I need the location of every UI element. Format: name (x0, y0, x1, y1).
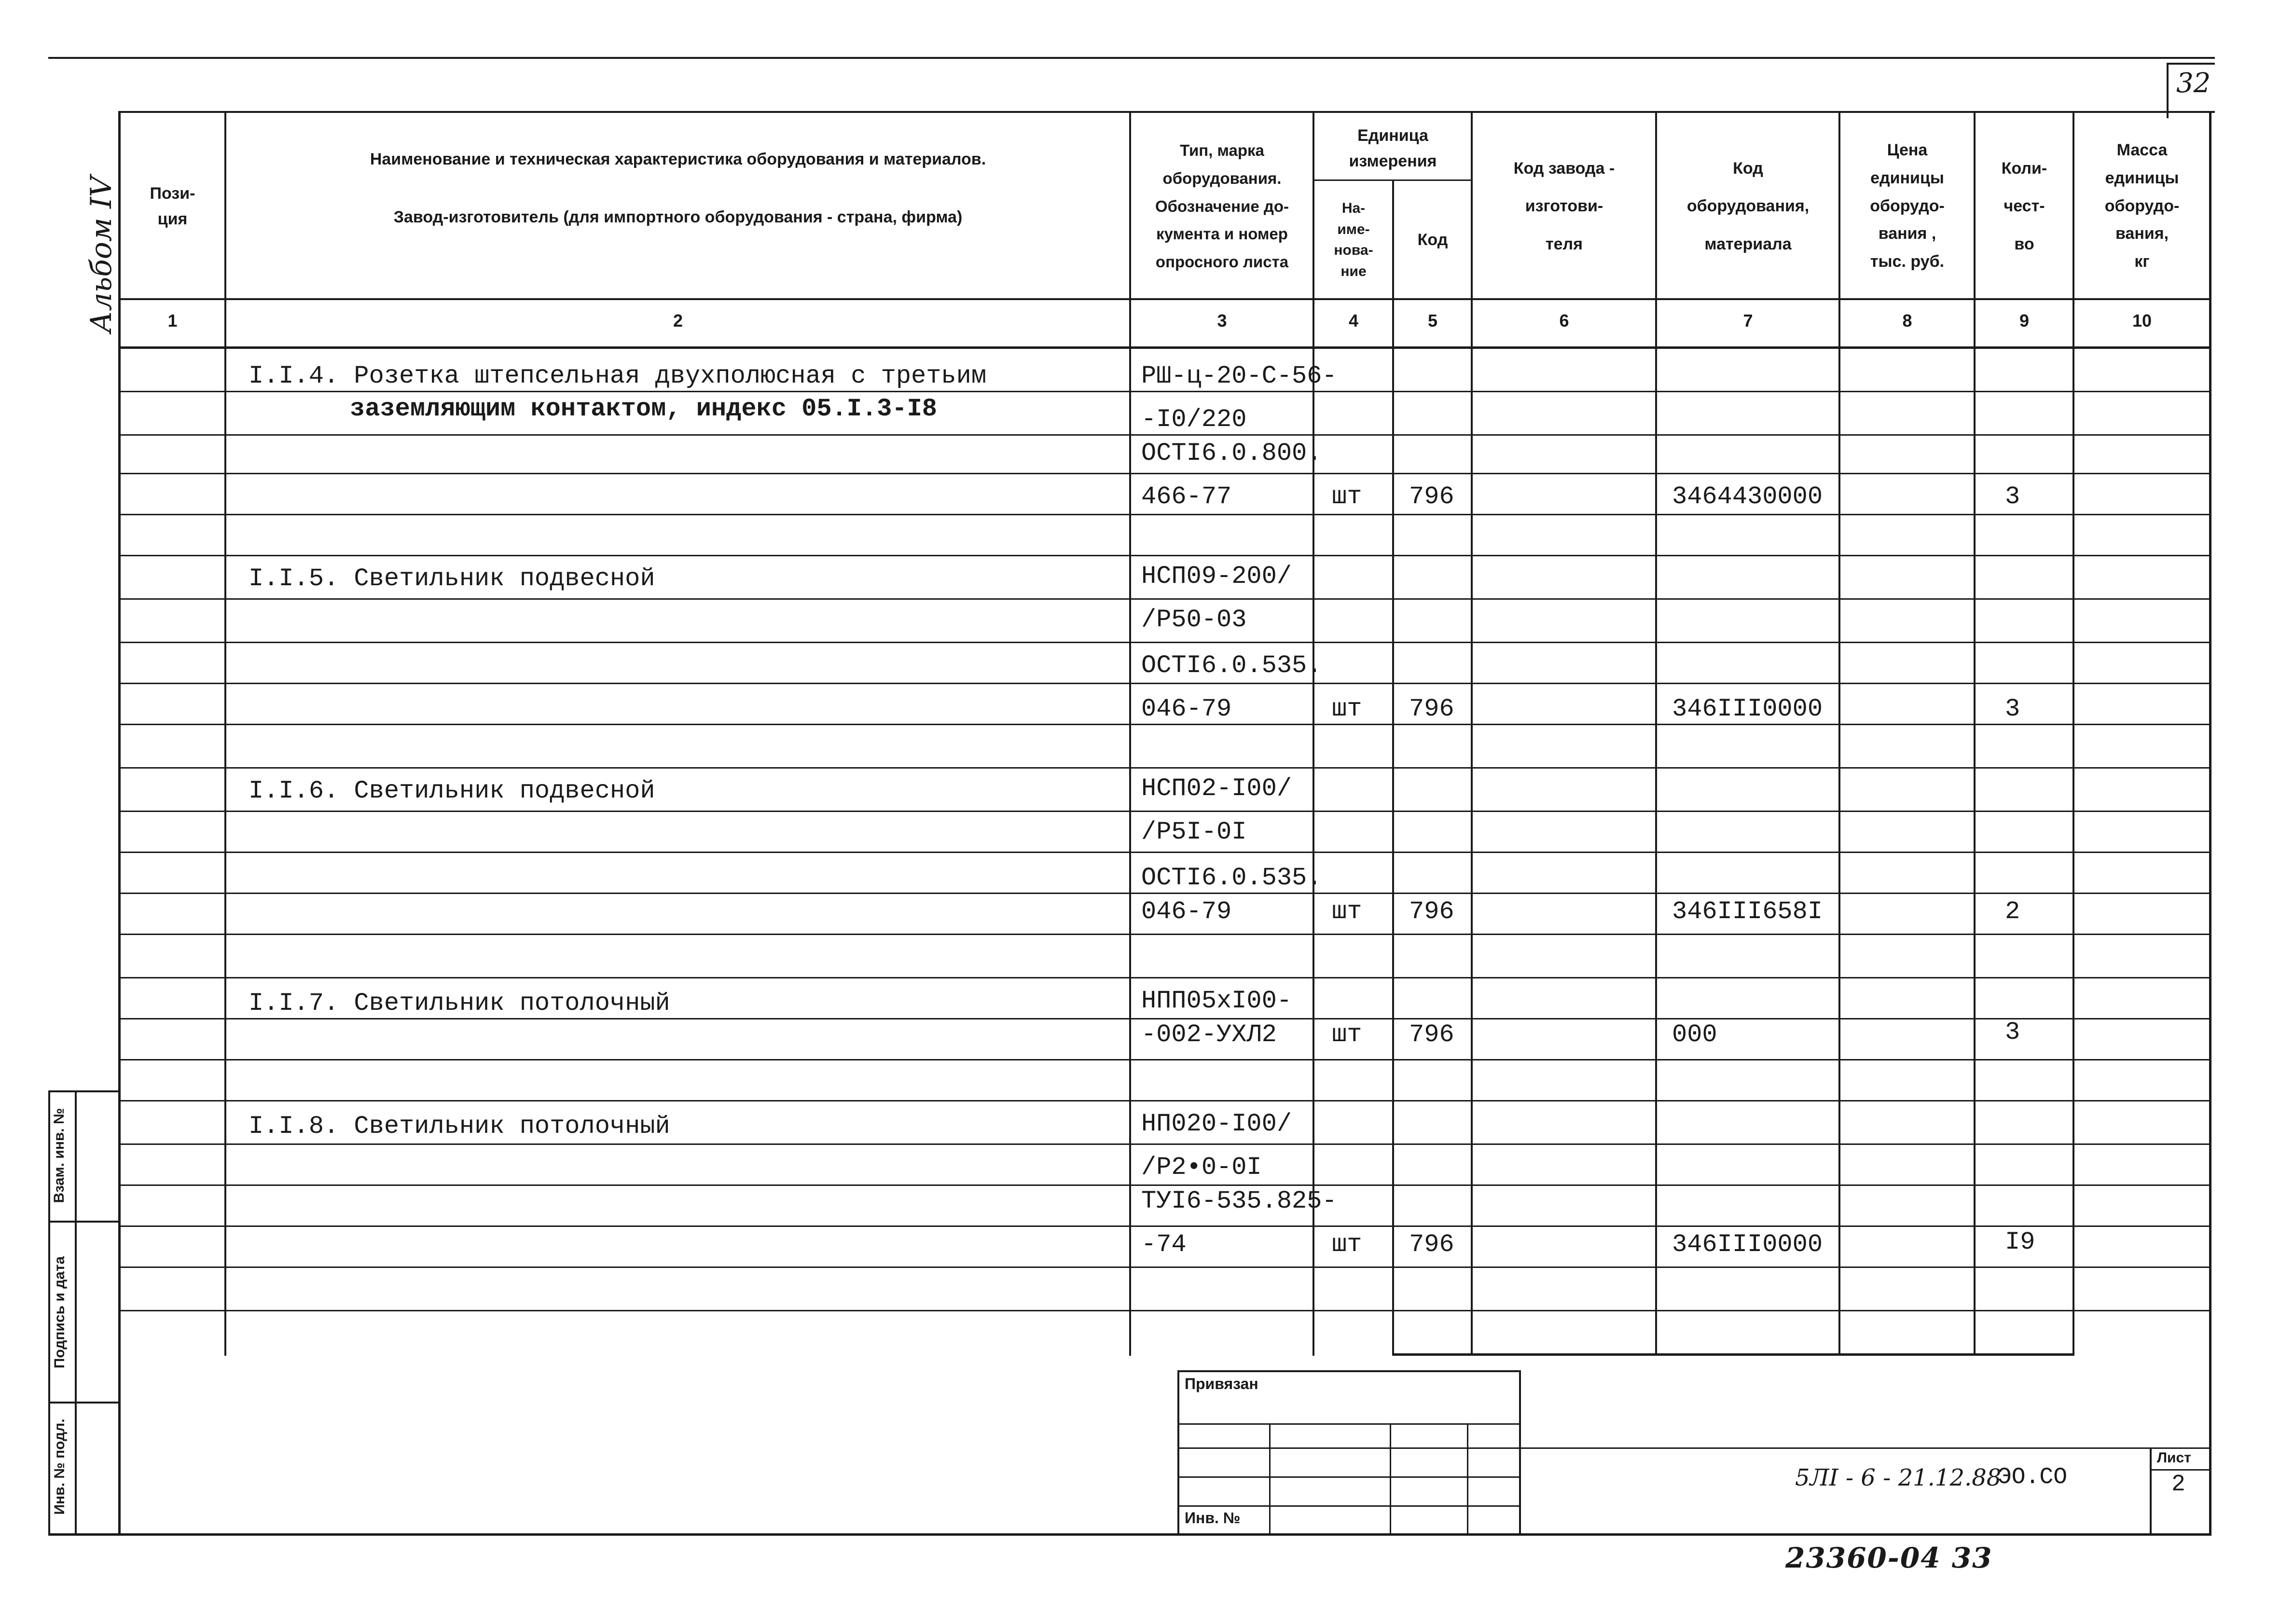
row-rule (118, 598, 2211, 600)
side-strip-top (48, 1090, 121, 1092)
side-strip-mid (75, 1090, 77, 1534)
item-type: НПП05хI00- (1141, 987, 1292, 1015)
item-type: -I0/220 (1141, 405, 1247, 434)
frame-top (118, 111, 2215, 113)
row-rule (118, 555, 2211, 556)
item-unit: шт (1332, 1230, 1362, 1259)
item-type: ОСТI6.0.535. (1141, 651, 1322, 680)
stamp-top (1177, 1370, 1520, 1372)
doc-code: 5ЛI - 6 - 21.12.88 (1795, 1464, 2002, 1491)
item-type: /Р2•0-0I (1141, 1153, 1262, 1182)
row-rule (118, 852, 2211, 853)
colnum-bottom-rule (118, 346, 2211, 349)
item-name: I.I.6. Светильник подвесной (249, 777, 655, 805)
stamp-row-1 (1177, 1423, 1520, 1425)
item-type: -74 (1141, 1230, 1187, 1259)
stamp-row-4 (1177, 1505, 1520, 1507)
item-type: 466-77 (1141, 482, 1232, 511)
item-unit-code: 796 (1409, 1020, 1454, 1049)
frame-right (2209, 111, 2211, 1534)
row-rule (118, 724, 2211, 725)
row-rule (118, 1143, 2211, 1145)
item-type: ТУI6-535.825- (1141, 1187, 1337, 1215)
col-divider-8 (1974, 111, 1976, 1356)
sheet-box-sep (2150, 1469, 2210, 1471)
sheet-box-left (2150, 1447, 2152, 1534)
header-factory-code: Код завода - изготови- теля (1513, 159, 1615, 253)
item-type: РШ-ц-20-С-56- (1141, 362, 1337, 390)
header-mass: Масса единицы оборудо- вания, кг (2104, 141, 2180, 271)
header-equipment-code: Код оборудования, материала (1686, 159, 1810, 253)
item-quantity: 3 (2005, 482, 2020, 511)
item-type: ОСТI6.0.800. (1141, 439, 1322, 468)
page-number-box-top (2167, 63, 2215, 65)
colnum-1: 1 (167, 311, 178, 330)
header-bottom-rule (118, 298, 2211, 300)
row-rule (118, 642, 2211, 643)
side-label-signature-date: Подпись и дата (52, 1256, 68, 1369)
sheet-number: 2 (2171, 1472, 2185, 1498)
stamp-col-3 (1467, 1423, 1468, 1534)
col-divider-9 (2073, 111, 2074, 1356)
stamp-row-2 (1177, 1447, 2210, 1449)
stamp-col-2 (1390, 1423, 1391, 1534)
item-type: /Р50-03 (1141, 606, 1247, 634)
colnum-7: 7 (1743, 311, 1753, 330)
row-rule (118, 1225, 2211, 1227)
item-unit: шт (1332, 1020, 1362, 1049)
stamp-privyazan: Привязан (1185, 1375, 1258, 1392)
item-name: I.I.4. Розетка штепсельная двухполюсная с третьим (249, 362, 987, 390)
item-type: -002-УХЛ2 (1141, 1020, 1277, 1049)
colnum-4: 4 (1348, 311, 1359, 330)
item-quantity: 2 (2005, 897, 2020, 926)
top-rule (48, 57, 2215, 59)
item-name: I.I.5. Светильник подвесной (249, 564, 655, 593)
item-quantity: I9 (2005, 1228, 2035, 1256)
col-divider-3 (1313, 111, 1314, 1356)
item-unit-code: 796 (1409, 482, 1454, 511)
item-unit-code: 796 (1409, 1230, 1454, 1259)
header-unit-code: Код (1417, 230, 1448, 249)
row-rule (118, 1266, 2211, 1268)
item-type: /Р5I-0I (1141, 818, 1247, 846)
col-divider-7 (1838, 111, 1840, 1356)
header-unit-name: На- име- нова- ние (1334, 200, 1373, 279)
row-rule (118, 473, 2211, 474)
item-equipment-code: 3464430000 (1672, 482, 1823, 511)
item-type: ОСТI6.0.535. (1141, 864, 1322, 892)
colnum-9: 9 (2019, 311, 2030, 330)
header-price: Цена единицы оборудо- вания , тыс. руб. (1870, 141, 1945, 271)
row-rule (118, 514, 2211, 515)
row-rule (118, 977, 2211, 978)
sheet-label: Лист (2157, 1450, 2191, 1466)
stamp-col-1 (1269, 1423, 1271, 1534)
side-strip-sep-1 (48, 1221, 121, 1223)
row-rule (118, 1100, 2211, 1101)
item-name: I.I.8. Светильник потолочный (249, 1112, 670, 1141)
item-type: НП020-I00/ (1141, 1110, 1292, 1138)
item-equipment-code: 000 (1672, 1020, 1717, 1049)
header-name: Наименование и техническая характеристика оборудования и материалов. Завод-изготовитель (для импортного оборудования - страна, фирма) (370, 150, 986, 226)
side-label-replaced-inv: Взам. инв. № (51, 1108, 67, 1203)
col-divider-5 (1471, 111, 1473, 1356)
page-number-box-left (2167, 63, 2169, 118)
item-name: I.I.7. Светильник потолочный (249, 989, 670, 1018)
doc-suffix: ЭО.СО (1998, 1464, 2068, 1490)
table-bottom-rule (1392, 1353, 2073, 1356)
colnum-10: 10 (2132, 311, 2152, 330)
row-rule (118, 1018, 2211, 1019)
stamp-left (1177, 1370, 1179, 1534)
col-divider-2 (1129, 111, 1131, 1356)
row-rule (118, 391, 2211, 392)
side-label-original-inv: Инв. № подл. (52, 1418, 68, 1515)
archive-mark: 23360-04 33 (1785, 1541, 1993, 1574)
page-number: 32 (2176, 68, 2211, 99)
header-position: Пози- ция (150, 184, 195, 228)
item-quantity: 3 (2005, 1018, 2020, 1046)
row-rule (118, 811, 2211, 812)
col-divider-6 (1655, 111, 1657, 1356)
row-rule (118, 893, 2211, 894)
item-quantity: 3 (2005, 695, 2020, 723)
row-rule (118, 434, 2211, 436)
frame-bottom (48, 1533, 2211, 1536)
row-rule (118, 1059, 2211, 1060)
item-unit-code: 796 (1409, 695, 1454, 723)
colnum-2: 2 (673, 311, 683, 330)
colnum-8: 8 (1902, 311, 1912, 330)
item-unit: шт (1332, 695, 1362, 723)
row-rule (118, 1184, 2211, 1186)
row-rule (118, 934, 2211, 935)
colnum-6: 6 (1559, 311, 1569, 330)
colnum-5: 5 (1427, 311, 1438, 330)
item-equipment-code: 346III0000 (1672, 1230, 1823, 1259)
album-label: Альбом IV (84, 176, 118, 333)
side-strip-left (48, 1090, 50, 1534)
item-unit: шт (1332, 897, 1362, 926)
stamp-row-3 (1177, 1476, 1520, 1478)
item-unit: шт (1332, 482, 1362, 511)
item-type: НСП09-200/ (1141, 562, 1292, 591)
item-type: 046-79 (1141, 695, 1232, 723)
row-rule (118, 1310, 2211, 1311)
item-name: заземляющим контактом, индекс 05.I.3-I8 (350, 395, 937, 423)
row-rule (118, 767, 2211, 769)
colnum-3: 3 (1217, 311, 1227, 330)
stamp-inv-no: Инв. № (1185, 1509, 1241, 1527)
row-rule (118, 683, 2211, 684)
item-unit-code: 796 (1409, 897, 1454, 926)
stamp-right (1519, 1370, 1521, 1534)
col-divider-1 (224, 111, 226, 1356)
header-quantity: Коли- чест- во (2001, 159, 2047, 253)
item-equipment-code: 346III0000 (1672, 695, 1823, 723)
header-unit-group: Единица измерения (1349, 126, 1437, 170)
item-type: 046-79 (1141, 897, 1232, 926)
header-type: Тип, марка оборудования. Обозначение до- кумента и номер опросного листа (1155, 141, 1289, 271)
item-type: НСП02-I00/ (1141, 774, 1292, 803)
item-equipment-code: 346III658I (1672, 897, 1823, 926)
